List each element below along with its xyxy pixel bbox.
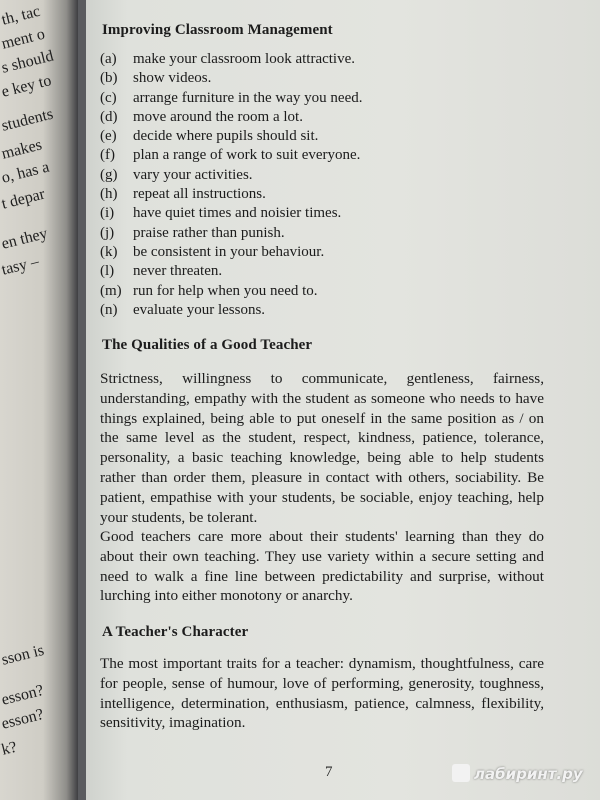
list-item-marker: (a) — [100, 51, 117, 67]
facing-page-fragment: o, has a — [0, 158, 51, 187]
list-item — [100, 224, 363, 243]
character-paragraph: The most important traits for a teacher: dynamism, thoughtfulness, care for people, sense of humour, love of performing, generosity, toughness, intelligence, determination, enthusiasm, patience, calmness, flexibility, sensitivity, imagination. — [100, 655, 544, 732]
list-item-text: move around the room a lot. — [133, 108, 303, 125]
list-item-marker: (j) — [100, 224, 115, 241]
list-item-marker: (k) — [100, 243, 118, 260]
list-item — [100, 69, 363, 88]
list-item — [100, 243, 363, 262]
facing-page-fragment: th, tac — [0, 2, 42, 29]
list-item-text: repeat all instructions. — [133, 186, 266, 203]
list-item-marker: (e) — [100, 128, 117, 145]
list-item-text: praise rather than punish. — [133, 224, 285, 241]
list-item-text: never threaten. — [133, 263, 223, 280]
watermark-text: лабиринт.ру — [474, 765, 583, 783]
list-item-marker: (g) — [100, 166, 118, 183]
qualities-paragraph-1: Strictness, willingness to communicate, gentleness, fairness, understanding, empathy with the student as someone who needs to have things explained, being able to put oneself in the same position as / on the same level as the student, respect, kindness, patience, tolerance, personality, a basic teaching knowledge, being able to help students rather than order them, pleasure in contact with others, sociability. Be patient, empathise with your students, be sociable, enjoy teaching, help your students, be tolerant. — [100, 370, 544, 526]
facing-page-fragment: t depar — [0, 185, 47, 213]
heading-good-teacher-qualities: The Qualities of a Good Teacher — [102, 337, 313, 353]
facing-page-fragment: ment o — [0, 25, 47, 53]
qualities-paragraph-2: Good teachers care more about their students' learning than they do about their own teaching. They use variety within a secure setting and need to walk a fine line between predictability and surprise, without lurching into either monotony or anarchy. — [100, 528, 544, 605]
list-item-marker: (i) — [100, 205, 115, 222]
list-item — [100, 301, 363, 320]
list-item-marker: (c) — [100, 89, 117, 106]
list-item-text: run for help when you need to. — [133, 282, 318, 299]
list-item-text: be consistent in your behaviour. — [133, 243, 325, 260]
facing-page-fragment: e key to — [0, 72, 54, 101]
list-item-marker: (m) — [100, 282, 122, 299]
list-item — [100, 108, 363, 127]
list-item — [100, 204, 363, 223]
list-item-marker: (b) — [100, 70, 118, 87]
page-number: 7 — [325, 764, 333, 780]
list-item — [100, 262, 363, 281]
list-item-text: show videos. — [133, 70, 212, 87]
list-item — [100, 166, 363, 185]
list-item — [100, 89, 363, 108]
list-item-text: arrange furniture in the way you need. — [133, 89, 363, 106]
watermark — [452, 764, 583, 783]
list-item — [100, 282, 363, 301]
list-item-text: vary your activities. — [133, 166, 253, 183]
list-item — [100, 127, 363, 146]
list-item-marker: (f) — [100, 147, 115, 164]
management-list — [100, 50, 363, 320]
heading-teacher-character: A Teacher's Character — [102, 624, 249, 640]
bleed-through-text — [548, 16, 600, 636]
facing-page-fragment: makes — [0, 136, 44, 163]
list-item-text: decide where pupils should sit. — [133, 128, 319, 145]
list-item-marker: (l) — [100, 263, 115, 280]
list-item-marker: (h) — [100, 186, 118, 203]
list-item-text: make your classroom look attractive. — [133, 51, 356, 67]
facing-page — [0, 0, 78, 800]
list-item — [100, 50, 363, 69]
book-page — [86, 0, 600, 800]
list-item-marker: (n) — [100, 301, 118, 318]
list-item-marker: (d) — [100, 108, 118, 125]
list-item-text: plan a range of work to suit everyone. — [133, 147, 361, 164]
heading-classroom-management: Improving Classroom Management — [102, 22, 333, 38]
list-item — [100, 146, 363, 165]
facing-page-fragment: s should — [0, 47, 56, 77]
list-item-text: have quiet times and noisier times. — [133, 205, 342, 222]
facing-page-fragment: tasy – — [0, 253, 41, 279]
list-item — [100, 185, 363, 204]
facing-page-fragment: esson? — [0, 705, 46, 733]
labirint-logo-icon — [452, 764, 470, 782]
facing-page-fragment: esson? — [0, 681, 46, 709]
facing-page-fragment: en they — [0, 224, 50, 253]
list-item-text: evaluate your lessons. — [133, 301, 266, 318]
facing-page-fragment: sson is — [0, 641, 46, 669]
facing-page-fragment: students — [0, 105, 55, 135]
facing-page-fragment: k? — [0, 738, 19, 759]
